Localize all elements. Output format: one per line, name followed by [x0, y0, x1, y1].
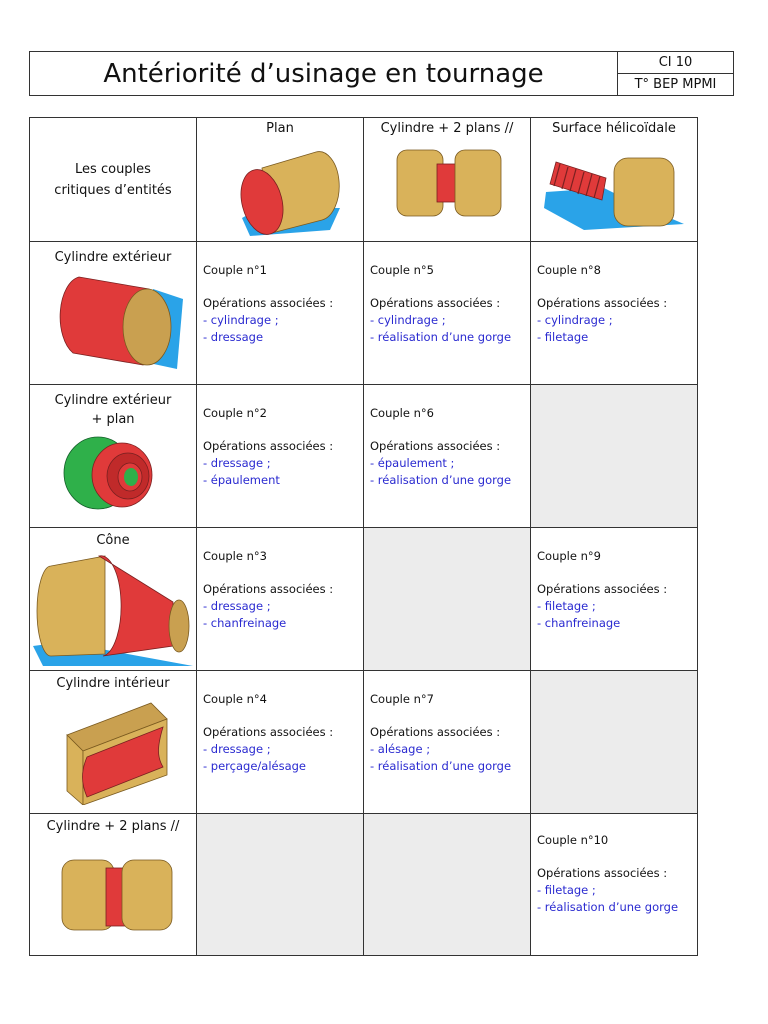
row-inner-cylinder: [30, 671, 698, 814]
couple-number: Couple n°4: [203, 692, 267, 706]
couple-cell: [197, 528, 364, 671]
couple-cell: [197, 671, 364, 814]
couple-cell: [531, 242, 698, 385]
couple-number: Couple n°7: [370, 692, 434, 706]
couple-cell: [531, 528, 698, 671]
operation-item: - réalisation d’une gorge: [370, 330, 512, 344]
operations-title: Opérations associées :: [537, 866, 668, 880]
row-label-cell: [30, 385, 197, 528]
outer-cylinder-icon: [43, 269, 183, 369]
row-label-cell: [30, 242, 197, 385]
operation-item: - réalisation d’une gorge: [370, 759, 512, 773]
row-shouldered-cylinder: [30, 385, 698, 528]
cone-icon: [33, 546, 193, 666]
operation-item: - cylindrage ;: [370, 313, 446, 327]
col-header-label: Cylindre + 2 plans //: [380, 121, 514, 136]
col-header-label: Surface hélicoïdale: [552, 121, 676, 136]
row-cone: [30, 528, 698, 671]
operations-title: Opérations associées :: [370, 296, 501, 310]
couple-number: Couple n°10: [537, 833, 609, 847]
operation-item: - dressage: [203, 330, 264, 344]
empty-cell: [197, 814, 364, 956]
operation-item: - dressage ;: [203, 599, 271, 613]
empty-cell: [531, 671, 698, 814]
row-label: [30, 385, 196, 429]
operation-item: - filetage ;: [537, 599, 596, 613]
operations-title: Opérations associées :: [203, 725, 334, 739]
empty-cell: [531, 385, 698, 528]
operation-item: - filetage ;: [537, 883, 596, 897]
class-name: T° BEP MPMI: [634, 77, 717, 92]
operation-item: - cylindrage ;: [203, 313, 279, 327]
operation-item: - réalisation d’une gorge: [537, 900, 679, 914]
title-bar: [29, 51, 734, 96]
operation-item: - alésage ;: [370, 742, 431, 756]
couple-cell: [364, 242, 531, 385]
anteriority-table: [29, 117, 698, 956]
grooved-cylinder-icon: [387, 138, 507, 228]
row-grooved-cylinder: [30, 814, 698, 956]
title-meta: [618, 52, 733, 95]
row-label-cell: [30, 814, 197, 956]
page-title: Antériorité d’usinage en tournage: [30, 52, 618, 95]
couple-cell: [364, 671, 531, 814]
corner-cell: [30, 118, 197, 242]
couple-number: Couple n°5: [370, 263, 434, 277]
row-label-line: + plan: [91, 412, 135, 427]
corner-label-line: Les couples: [75, 161, 151, 177]
couple-number: Couple n°9: [537, 549, 601, 563]
couple-number: Couple n°6: [370, 406, 434, 420]
corner-label-line: critiques d’entités: [54, 182, 172, 198]
grooved-cylinder-icon: [48, 842, 178, 942]
operations-title: Opérations associées :: [203, 439, 334, 453]
operation-item: - cylindrage ;: [537, 313, 613, 327]
row-label-line: Cylindre extérieur: [54, 393, 172, 408]
operation-item: - épaulement ;: [370, 456, 455, 470]
operation-item: - dressage ;: [203, 456, 271, 470]
inner-cylinder-icon: [53, 695, 173, 805]
col-header-helical-surface: [531, 118, 698, 242]
couple-number: Couple n°8: [537, 263, 601, 277]
operations-title: Opérations associées :: [203, 582, 334, 596]
empty-cell: [364, 528, 531, 671]
couple-number: Couple n°1: [203, 263, 267, 277]
threaded-cylinder-icon: [544, 138, 684, 230]
row-label: Cylindre intérieur: [56, 676, 170, 691]
couple-cell: [197, 242, 364, 385]
row-label-cell: [30, 528, 197, 671]
row-label: Cylindre extérieur: [54, 250, 172, 265]
operations-title: Opérations associées :: [203, 296, 334, 310]
operation-item: - filetage: [537, 330, 589, 344]
col-header-cylinder-two-planes: [364, 118, 531, 242]
row-label: Cylindre + 2 plans //: [46, 819, 180, 834]
row-label-cell: [30, 671, 197, 814]
col-header-plan: [197, 118, 364, 242]
operation-item: - réalisation d’une gorge: [370, 473, 512, 487]
row-label: Cône: [96, 533, 130, 548]
header-row: [30, 118, 698, 242]
operation-item: - chanfreinage: [537, 616, 621, 630]
empty-cell: [364, 814, 531, 956]
couple-cell: [197, 385, 364, 528]
plan-cylinder-icon: [220, 138, 340, 236]
couple-number: Couple n°2: [203, 406, 267, 420]
shouldered-cylinder-icon: [58, 431, 168, 511]
operations-title: Opérations associées :: [537, 296, 668, 310]
operation-item: - chanfreinage: [203, 616, 287, 630]
col-header-label: Plan: [266, 121, 294, 136]
couple-cell: [364, 385, 531, 528]
operation-item: - épaulement: [203, 473, 280, 487]
operations-title: Opérations associées :: [370, 725, 501, 739]
couple-cell: [531, 814, 698, 956]
couple-number: Couple n°3: [203, 549, 267, 563]
operation-item: - dressage ;: [203, 742, 271, 756]
operations-title: Opérations associées :: [370, 439, 501, 453]
operation-item: - perçage/alésage: [203, 759, 307, 773]
operations-title: Opérations associées :: [537, 582, 668, 596]
ci-code: CI 10: [618, 52, 733, 74]
row-outer-cylinder: [30, 242, 698, 385]
